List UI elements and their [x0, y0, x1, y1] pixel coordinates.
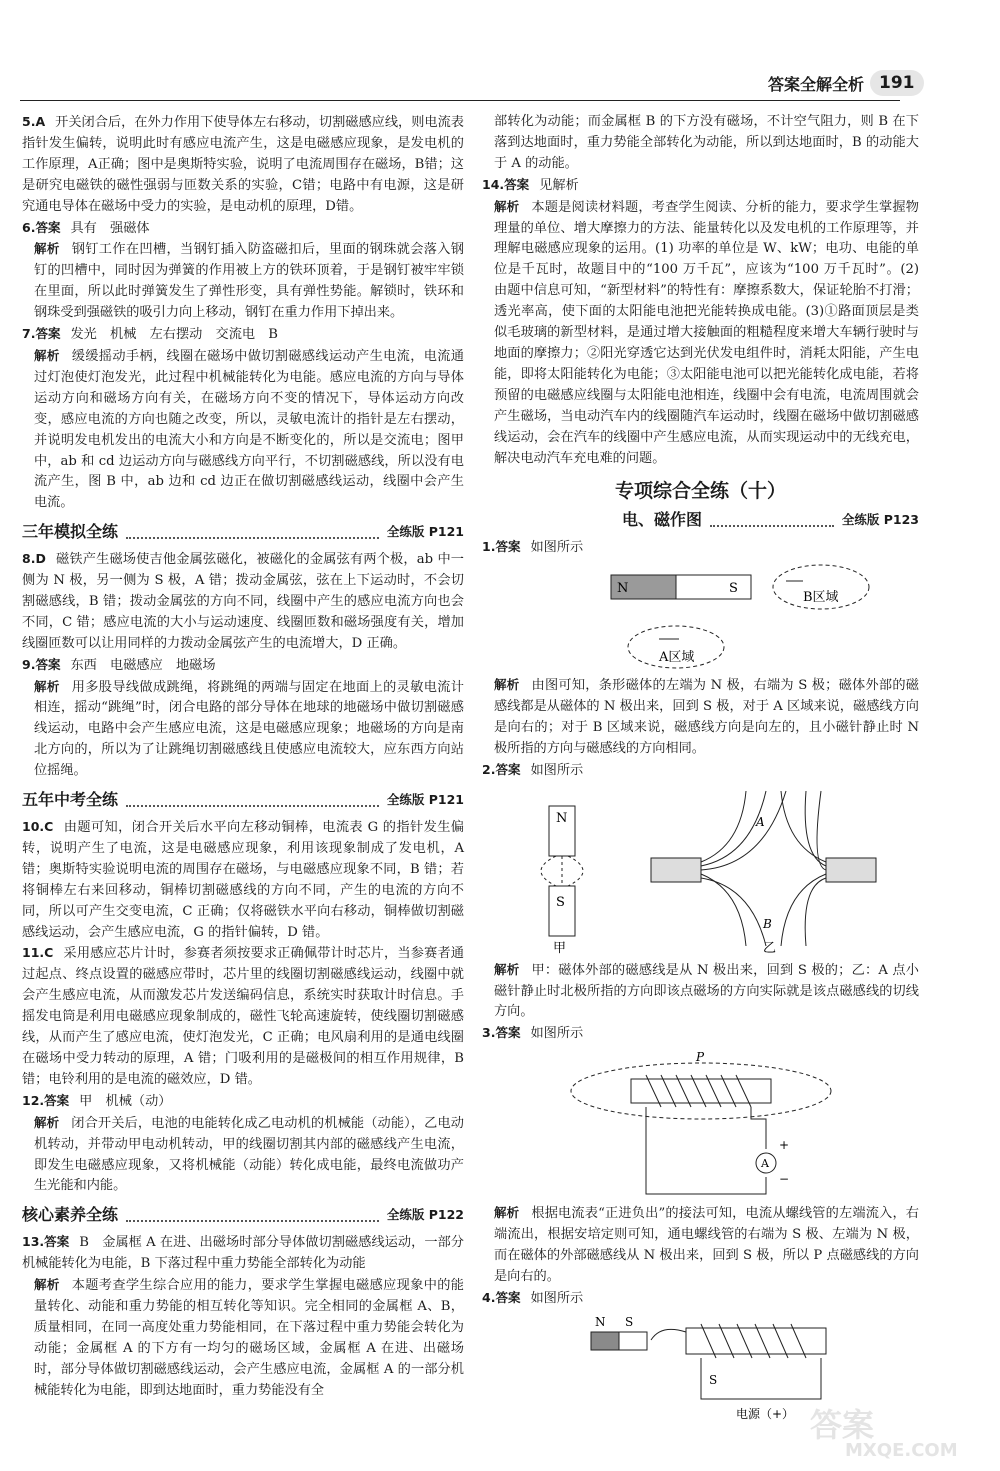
question-13-answer	[22, 1232, 464, 1275]
left-column	[22, 112, 464, 1401]
n-label: N	[594, 1314, 605, 1329]
answer-3-analysis	[482, 1203, 919, 1288]
header-rule	[20, 100, 900, 101]
question-text: 开关闭合后，在外力作用下使导体左右移动，切割磁感应线，则电流表指针发生偏转，说明此时有感应电流产生，这是电磁感应现象，是发电机的工作原理，A正确；图中是奥斯特实验，说明了电流周围存在磁场，B错；这是研究电磁铁的磁性强弱与匝数关系的实验，C错；电路中有电源，这是研究通电导体在磁场中受力的实验，是电动机的原理，D错。	[22, 115, 464, 214]
minus-sign: −	[778, 1172, 789, 1187]
question-number: 14.答案	[482, 176, 530, 192]
special-section-title: 专项综合全练（十）	[614, 480, 786, 503]
point-b-label: B	[762, 916, 772, 931]
question-number: 11.C	[22, 945, 54, 961]
question-13-analysis	[22, 1275, 464, 1401]
page-header	[768, 70, 924, 96]
answer-text: B 金属框 A 在进、出磁场时部分导体做切割磁感线运动，一部分机械能转化为电能，B 下落过程中重力势能全部转化为动能	[22, 1235, 464, 1272]
answer-text: 如图所示	[530, 762, 584, 778]
answer-1	[482, 537, 919, 559]
analysis-label: 解析	[34, 347, 60, 363]
section-header	[22, 1205, 464, 1226]
point-a-label: A	[755, 814, 765, 829]
question-12-answer	[22, 1091, 464, 1113]
right-column	[482, 112, 919, 1428]
answer-text: 发光 机械 左右摆动 交流电 B	[70, 327, 278, 343]
analysis-text: 本题是阅读材料题，考查学生阅读、分析的能力，要求学生掌握物理量的单位、增大摩擦力的方法、能量转化以及发电机的工作原理等，并理解电磁感应现象的运用。(1) 功率的单位是 W、kW；电功、电能的单位是千瓦时，故题目中的“100 万千瓦”，应该为“100 万千瓦时”。(2) 由题中信息可知，“新型材料”的特性有：摩擦系数大，保证轮胎不打滑；透光率高，使下面的太阳能电池把光能转换成电能。(3)①路面顶层是类似毛玻璃的新型材料，是通过增大接触面的粗糙程度来增大车辆行驶时与地面的摩擦力；②阳光穿透它达到光伏发电组件时，消耗太阳能，产生电能，即将太阳能转化为电能；③太阳能电池可以把光能转化成电能，若将预留的电磁感应线圈与太阳能电池相连，线圈中会有电流，电流周围就会产生磁场，当电动汽车内的线圈随汽车运动时，线圈在磁场中做切割磁感线运动，会在汽车的线圈中产生感应电流，从而实现运动中的无线充电，解决电动汽车充电难的问题。	[494, 199, 919, 466]
dotted-leader	[710, 515, 834, 527]
question-13-continued: 部转化为动能；而金属框 B 的下方没有磁场，不计空气阻力，则 B 在下落到达地面时，重力势能全部转化为动能，所以到达地面时，B 的动能大于 A 的动能。	[494, 114, 919, 171]
plus-sign: +	[778, 1138, 789, 1153]
question-number: 6.答案	[22, 219, 61, 235]
question-number: 12.答案	[22, 1092, 70, 1108]
answer-2	[482, 760, 919, 782]
question-12-analysis	[22, 1113, 464, 1198]
analysis-label: 解析	[34, 1114, 60, 1130]
magnet-yi-left	[651, 858, 701, 882]
watermark-logo: 答案	[810, 1406, 875, 1444]
section-title: 三年模拟全练	[22, 522, 119, 542]
analysis-label: 解析	[34, 678, 60, 694]
solenoid	[686, 1328, 826, 1354]
dotted-leader	[126, 527, 379, 539]
analysis-text: 钢钉工作在凹槽，当钢钉插入防盗磁扣后，里面的钢珠就会落入钢钉的凹槽中，同时因为弹簧的作用被上方的铁环顶着，于是钢钉被牢牢锁在里面，所以此时弹簧发生了弹性形变，具有弹性势能。解锁时，铁环和钢珠受到强磁铁的吸引力向上移动，钢钉在重力作用下掉出来。	[34, 242, 464, 321]
magnet-yi-right	[826, 858, 876, 882]
n-pole-label: N	[616, 581, 628, 597]
magnet-jia-s	[549, 886, 575, 936]
region-a-label: A区域	[658, 650, 694, 666]
analysis-label: 解析	[494, 1205, 520, 1221]
question-8	[22, 549, 464, 655]
answer-text: 甲 机械（动）	[79, 1093, 172, 1109]
question-5	[22, 112, 464, 218]
watermark-url: MXQE.COM	[845, 1440, 958, 1461]
answer-text: 如图所示	[530, 540, 584, 556]
section-header	[22, 790, 464, 811]
wire	[751, 1107, 766, 1149]
power-source-label: 电源（+）	[735, 1406, 794, 1421]
point-p-label: P	[695, 1050, 704, 1065]
analysis-label: 解析	[34, 241, 60, 257]
wire	[646, 1107, 766, 1194]
question-14-analysis	[482, 197, 919, 470]
analysis-text: 闭合开关后，电池的电能转化成乙电动机的机械能（动能），乙电动机转动，并带动甲电动机转动，甲的线圈切割其内部的磁感线产生电流，即发生电磁感应现象，又将机械能（动能）转化成电能，最终电流做功产生光能和内能。	[34, 1115, 464, 1194]
analysis-text: 由图可知，条形磁体的左端为 N 极，右端为 S 极；磁体外部的磁感线都是从磁体的 N 极出来，回到 S 极，对于 A 区域来说，磁感线方向是向右的；对于 B 区域来说，磁感线方向是向左的，且小磁针静止时 N 极所指的方向与磁感线的方向相同。	[494, 678, 919, 756]
question-number: 10.C	[22, 819, 54, 834]
answer-text: 见解析	[539, 177, 579, 193]
figure-3-solenoid	[521, 1049, 881, 1199]
question-11	[22, 943, 464, 1090]
section-header	[22, 522, 464, 543]
page-number: 191	[870, 70, 924, 96]
question-6-answer	[22, 218, 464, 240]
question-text: 采用感应芯片计时，参赛者须按要求正确佩带计时芯片，当参赛者通过起点、终点设置的磁感应带时，芯片里的线圈切割磁感线运动，线圈中就会产生感应电流，从而激发芯片发送编码信息，系统实时获取计时信息。手摇发电筒是利用电磁感应现象制成的，磁性飞轮高速旋转，使线圈切割磁感线，从而产生了感应电流，使灯泡发光，C 正确；电风扇利用的是通电线圈在磁场中受力转动的原理，A 错；门吸利用的是磁极间的相互作用规律，B 错；电铃利用的是电流的磁效应，D 错。	[22, 946, 464, 1087]
analysis-label: 解析	[494, 961, 520, 977]
jia-s-label: S	[555, 894, 565, 910]
answer-1-analysis	[482, 675, 919, 760]
section-ref: 全练版 P121	[386, 524, 464, 540]
s-pole-label: S	[728, 581, 738, 597]
section-title: 五年中考全练	[22, 790, 119, 810]
answer-text: 具有 强磁体	[70, 220, 150, 236]
question-number: 7.答案	[22, 326, 61, 342]
question-number: 2.答案	[482, 761, 521, 777]
figure-1-bar-magnet	[521, 563, 881, 671]
small-magnet-n	[591, 1332, 619, 1350]
ammeter-label: A	[760, 1157, 769, 1171]
jia-n-label: N	[555, 810, 567, 826]
figure-2-field-lines	[501, 786, 901, 956]
question-text: 由题可知，闭合开关后水平向左移动铜棒，电流表 G 的指针发生偏转，说明产生了电流，这是电磁感应现象，利用该现象制成了发电机，A 错；奥斯特实验说明电流的周围存在磁场，与电磁感应现象不同，B 错；若将铜棒左右来回移动，铜棒切割磁感线的方向不同，产生的电流的方向不同，所以可产生交变电流，C 正确；仅将磁铁水平向右移动，铜棒做切割磁感线运动，会产生感应电流，G 的指针偏转，D 错。	[22, 820, 464, 940]
section-ref: 全练版 P122	[386, 1207, 464, 1223]
magnet-s-half	[676, 575, 751, 599]
analysis-label: 解析	[494, 677, 520, 693]
switch-label: S	[708, 1372, 717, 1387]
question-number: 3.答案	[482, 1025, 521, 1041]
analysis-text: 本题考查学生综合应用的能力，要求学生掌握电磁感应现象中的能量转化、动能和重力势能的相互转化等知识。完全相同的金属框 A、B，质量相同，在同一高度处重力势能相同，在下落过程中重力势能会转化为动能；金属框 A 的下方有一均匀的磁场区域，金属框 A 在进、出磁场时，部分导体做切割磁感线运动，会产生感应电流，金属框 A 的一部分机械能转化为电能，即到达地面时，重力势能没有全	[34, 1278, 464, 1398]
jia-label: 甲	[552, 940, 566, 956]
answer-text: 如图所示	[530, 1026, 584, 1042]
question-number: 4.答案	[482, 1289, 521, 1305]
spacer	[490, 516, 614, 526]
answer-2-analysis	[482, 960, 919, 1024]
question-number: 5.A	[22, 114, 46, 129]
field-line-right	[568, 856, 583, 886]
analysis-text: 用多股导线做成跳绳，将跳绳的两端与固定在地面上的灵敏电流计相连，摇动“跳绳”时，闭合电路的部分导体在地球的地磁场中做切割磁感线运动，电路中会产生感应电流，这是电磁感应现象；地磁场的方向是南北方向的，所以为了让跳绳切割磁感线且使感应电流较大，应东西方向站位摇绳。	[34, 679, 464, 779]
question-6-analysis	[22, 239, 464, 324]
dotted-leader	[126, 1210, 379, 1222]
wire	[701, 1358, 821, 1399]
field-arrow	[651, 1329, 686, 1340]
analysis-text: 缓缓摇动手柄，线圈在磁场中做切割磁感线运动产生电流，电流通过灯泡使灯泡发光，此过程中机械能转化为电能。感应电流的方向与导体运动方向和磁场方向有关，在磁场方向不变的情况下，导体运动方向改变，感应电流的方向也随之改变，所以，灵敏电流计的指针是左右摆动，并说明发电机发出的电流大小和方向是不断变化的，所以是交流电；图甲中，ab 和 cd 边运动方向与磁感线方向平行，不切割磁感线，所以没有电流产生，图 B 中，ab 边和 cd 边正在做切割磁感线运动，线圈中会产生电流。	[34, 348, 464, 511]
analysis-text: 根据电流表“正进负出”的接法可知，电流从螺线管的左端流入，右端流出，根据安培定则可知，通电螺线管的右端为 S 极、左端为 N 极，而在磁体的外部磁感线从 N 极出来，回到 S 极，所以 P 点磁感线的方向是向右的。	[494, 1206, 919, 1284]
question-text: 磁铁产生磁场使吉他金属弦磁化，被磁化的金属弦有两个极，ab 中一侧为 N 极，另一侧为 S 极，A 错；拨动金属弦，弦在上下运动时，不会切割磁感线，B 错；拨动金属弦的方向不同，线圈中产生的感应电流方向也会不同，C 错；感应电流的大小与运动速度、线圈匝数和磁场强度有关，增加线圈匝数可以让用同样的力拨动金属弦产生的电流增大，D 正确。	[22, 552, 464, 651]
yi-label: 乙	[762, 940, 776, 956]
question-number: 13.答案	[22, 1234, 70, 1250]
answer-text: 东西 电磁感应 地磁场	[70, 657, 216, 673]
answer-3	[482, 1023, 919, 1045]
question-number: 8.D	[22, 551, 46, 567]
question-10	[22, 817, 464, 943]
section-ref: 全练版 P123	[841, 512, 919, 528]
small-magnet-s	[619, 1332, 647, 1350]
question-7-answer	[22, 324, 464, 346]
question-14-answer	[482, 175, 919, 197]
answer-text: 如图所示	[530, 1290, 584, 1306]
section-ref: 全练版 P121	[386, 792, 464, 808]
field-line-left	[541, 856, 556, 886]
s-label: S	[624, 1314, 633, 1329]
section-title: 核心素养全练	[22, 1205, 119, 1225]
subsection-title: 电、磁作图	[621, 510, 702, 530]
region-b-label: B区域	[802, 590, 839, 606]
header-title: 答案全解全析	[768, 74, 865, 94]
solenoid-core	[631, 1079, 771, 1103]
dotted-leader	[126, 795, 379, 807]
question-9-answer	[22, 655, 464, 677]
analysis-label: 解析	[34, 1277, 60, 1293]
analysis-label: 解析	[494, 198, 520, 214]
question-9-analysis	[22, 677, 464, 783]
subsection-header	[482, 510, 919, 531]
question-number: 1.答案	[482, 539, 521, 555]
analysis-text: 甲：磁体外部的磁感线是从 N 极出来，回到 S 极的；乙：A 点小磁针静止时北极所指的方向即该点磁场的方向实际就是该点磁感线的切线方向。	[494, 962, 919, 1020]
answer-4	[482, 1288, 919, 1310]
question-number: 9.答案	[22, 656, 61, 672]
question-7-analysis	[22, 346, 464, 514]
